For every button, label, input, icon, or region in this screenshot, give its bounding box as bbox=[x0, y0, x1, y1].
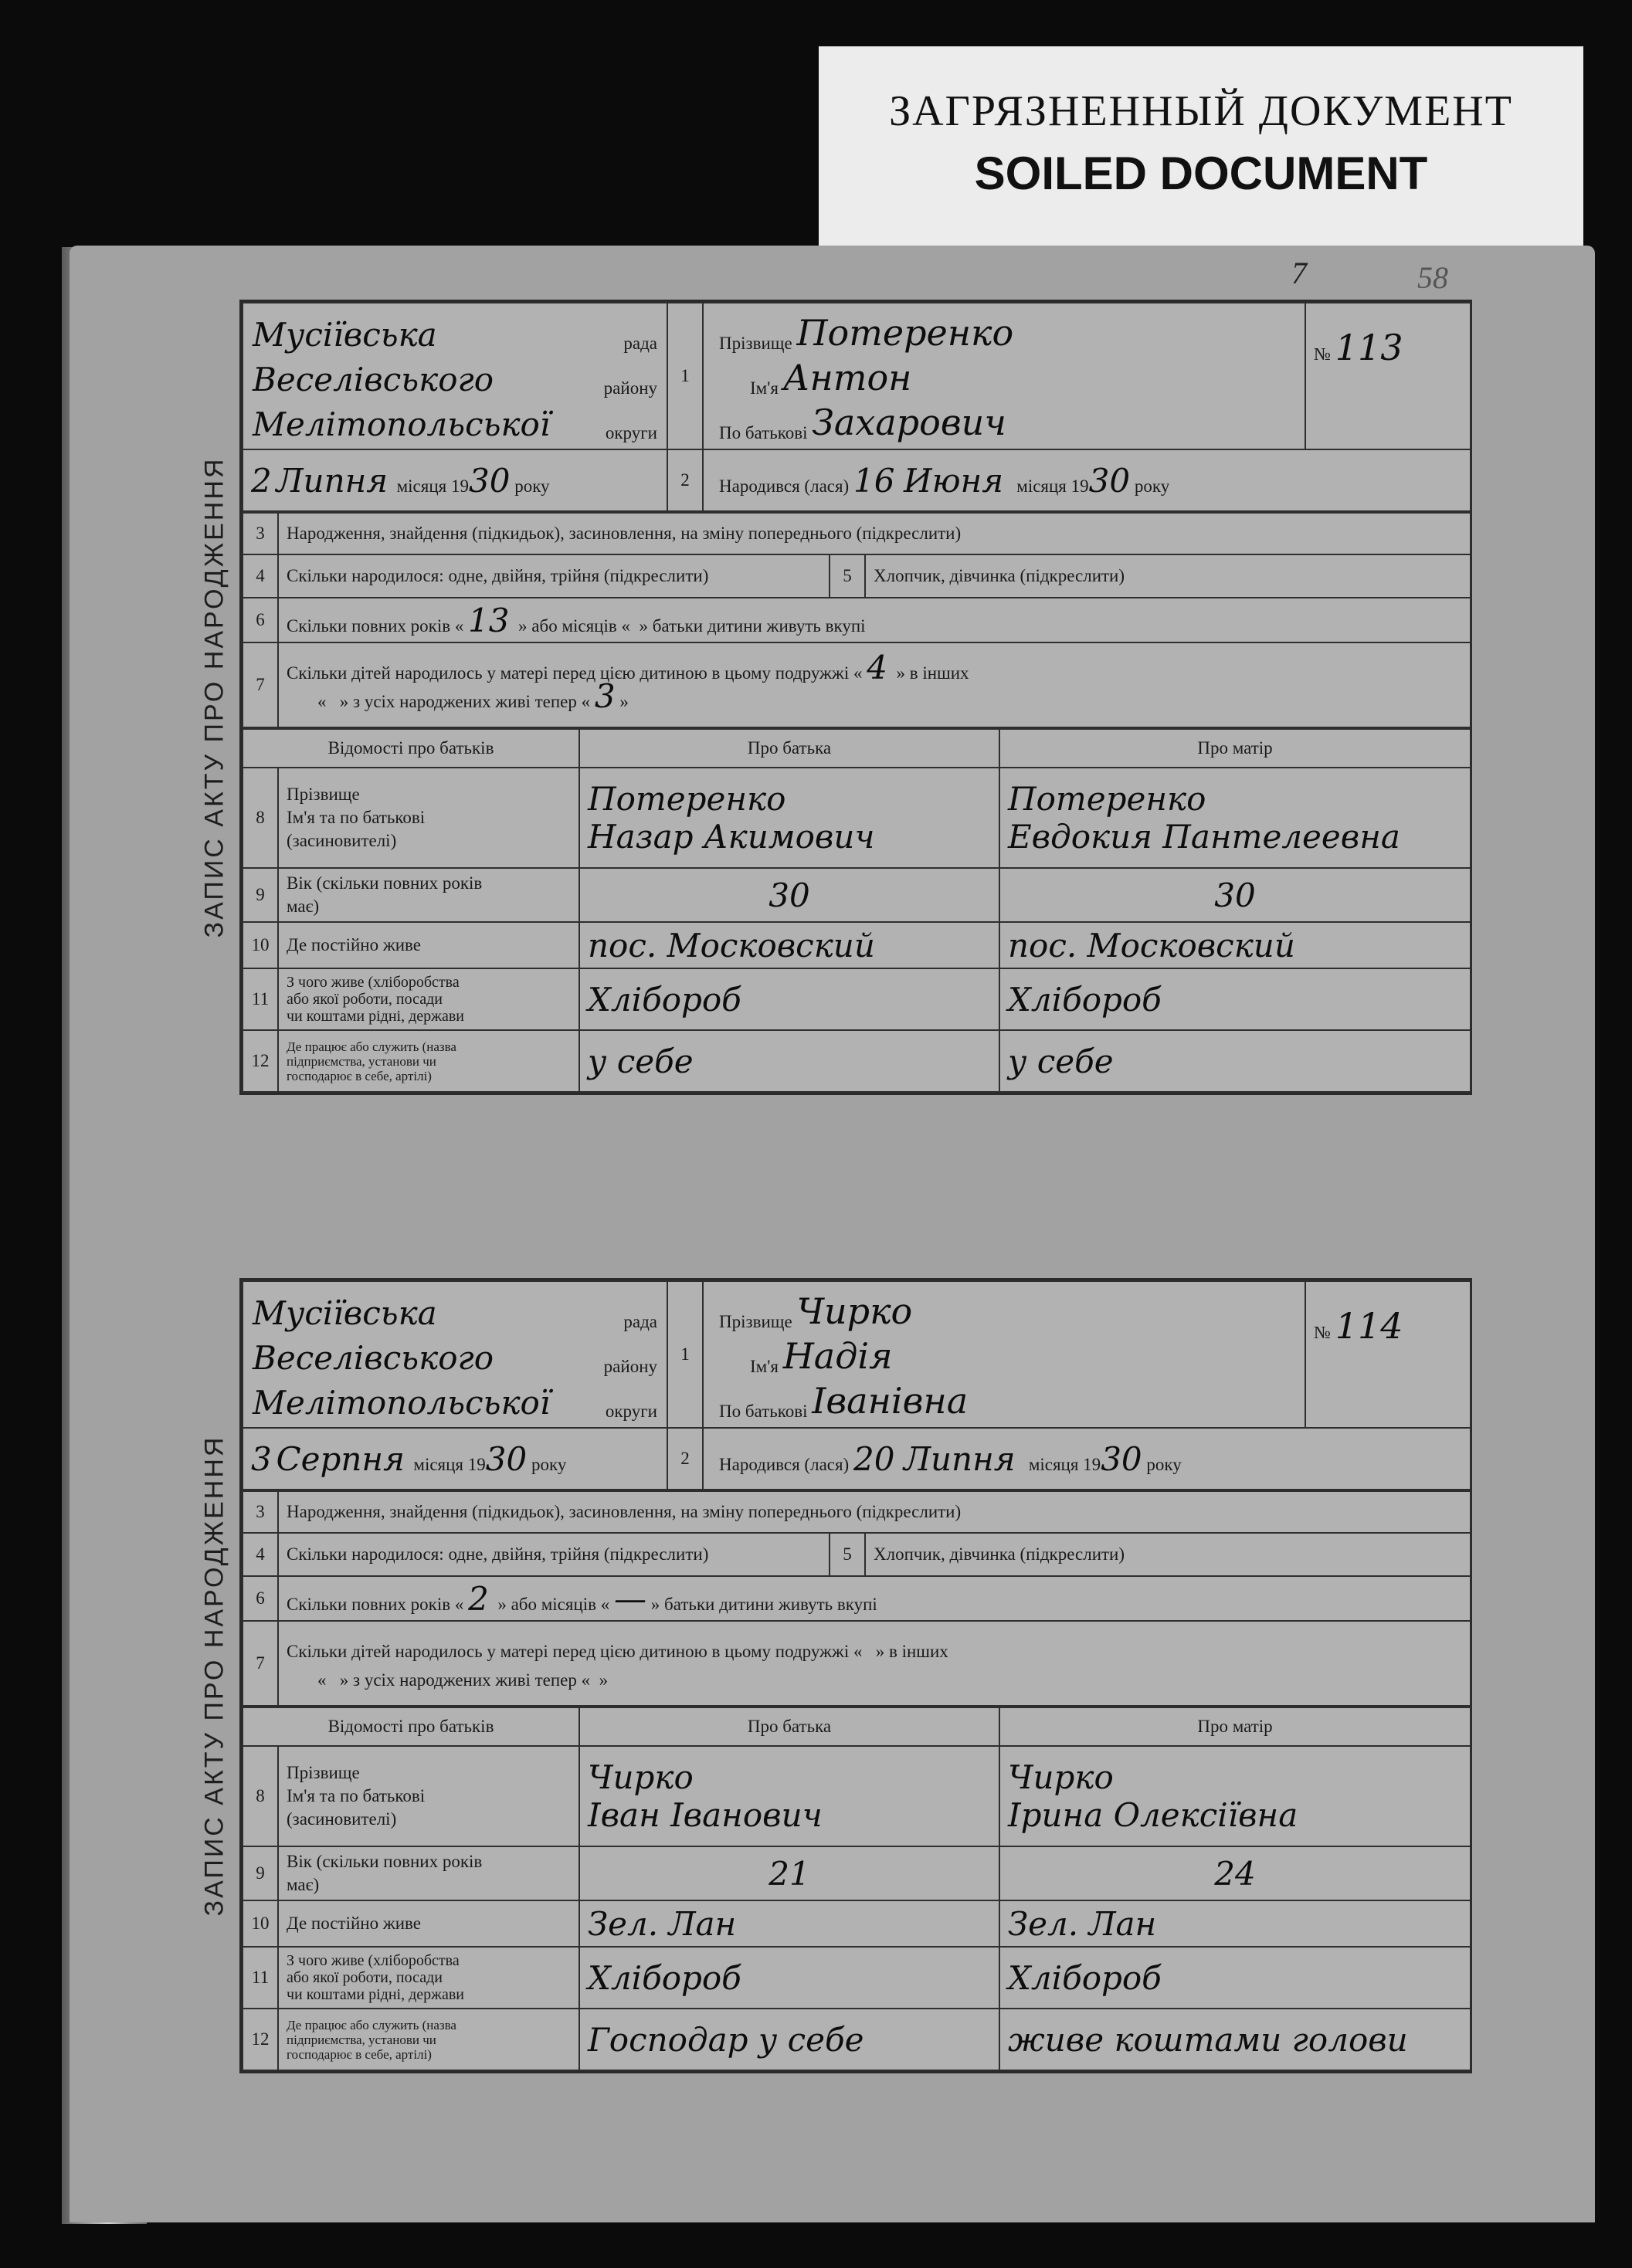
registry-location: Мусіївська рада Веселівського району Мелітопольської округи bbox=[243, 1281, 667, 1428]
row-number: 2 bbox=[667, 1428, 703, 1490]
row-number: 10 bbox=[243, 922, 278, 968]
row-number: 7 bbox=[243, 642, 278, 727]
birth-date: Народився (лася) 20 Липня місяця 1930 року bbox=[703, 1428, 1471, 1490]
row-number: 12 bbox=[243, 1030, 278, 1092]
page-mark-58: 58 bbox=[1417, 260, 1448, 295]
mother-age: 24 bbox=[999, 1846, 1471, 1900]
child-patronymic: Захарович bbox=[812, 402, 1006, 443]
parents-table: Відомості про батьків Про батька Про матір 8 Прізвище Ім'я та по батькові (засиновителі) Чирко Іван Іванович Чирко Ірина Олексіївна 9 Вік (скільки повних років має) 21 24 10 Де постійно живе Зел. Лан Зел. Лан 11 З чого живе (хліборобства або якої роботи, посади чи коштами рідні, держави Хлібороб Хлібороб 12 Де працює або служить (назва підприємства, установи чи господарює в себе, артілі) Господар у себе живе коштами голови bbox=[242, 1707, 1471, 2071]
child-surname: Потеренко bbox=[796, 312, 1014, 354]
father-work: у себе bbox=[579, 1030, 999, 1092]
child-surname: Чирко bbox=[796, 1290, 913, 1332]
row-8-label: Прізвище Ім'я та по батькові (засиновителі) bbox=[278, 1746, 579, 1846]
row-number: 4 bbox=[243, 1533, 278, 1576]
father-living: Хлібороб bbox=[579, 1947, 999, 2009]
child-patronymic: Іванівна bbox=[812, 1380, 969, 1422]
page-mark-7: 7 bbox=[1291, 256, 1307, 290]
soiled-document-label bbox=[819, 46, 1583, 255]
rada-value: Мусіївська bbox=[253, 316, 437, 354]
father-residence: Зел. Лан bbox=[579, 1900, 999, 1947]
father-fullname: Чирко Іван Іванович bbox=[579, 1746, 999, 1846]
father-work: Господар у себе bbox=[579, 2009, 999, 2070]
row-number: 3 bbox=[243, 513, 278, 554]
row-number: 11 bbox=[243, 1947, 278, 2009]
okruha-value: Мелітопольської bbox=[253, 405, 551, 443]
mother-living: Хлібороб bbox=[999, 968, 1471, 1030]
registration-date: 2 Липня місяця 1930 року bbox=[243, 449, 667, 511]
row-7-children: Скільки дітей народилось у матері перед цією дитиною в цьому подружжі « » в інших « » з усіх народжених живі тепер « » bbox=[278, 1621, 1471, 1706]
father-age: 30 bbox=[579, 868, 999, 922]
birth-date: Народився (лася) 16 Июня місяця 1930 року bbox=[703, 449, 1471, 511]
record-number: № 113 bbox=[1305, 303, 1471, 449]
raion-value: Веселівського bbox=[253, 361, 494, 398]
row-number: 1 bbox=[667, 1281, 703, 1428]
father-age: 21 bbox=[579, 1846, 999, 1900]
row-3-type: Народження, знайдення (підкидьок), засиновлення, на зміну попереднього (підкреслити) bbox=[278, 1491, 1471, 1533]
row-number: 6 bbox=[243, 1576, 278, 1621]
raion-value: Веселівського bbox=[253, 1339, 494, 1377]
mother-residence: пос. Московский bbox=[999, 922, 1471, 968]
child-name-block: Прізвище Чирко Ім'я Надія По батькові Іванівна bbox=[703, 1281, 1305, 1428]
birth-record-114 bbox=[199, 1278, 1472, 2073]
parents-table: Відомості про батьків Про батька Про матір 8 Прізвище Ім'я та по батькові (засиновителі) Потеренко Назар Акимович Потеренко Евдокия Пантелеевна 9 Вік (скільки повних років має) 30 30 10 Де постійно живе пос. Московский пос. Московский 11 З чого живе (хліборобства або якої роботи, посади чи коштами рідні, держави Хлібороб Хлібороб 12 Де працює або служить (назва підприємства, установи чи господарює в себе, артілі) у себе у себе bbox=[242, 728, 1471, 1093]
birth-record-113 bbox=[199, 300, 1472, 1095]
father-fullname: Потеренко Назар Акимович bbox=[579, 768, 999, 868]
side-title: ЗАПИС АКТУ ПРО НАРОДЖЕННЯ bbox=[199, 1435, 229, 1917]
row-number: 8 bbox=[243, 1746, 278, 1846]
mother-work: живе коштами голови bbox=[999, 2009, 1471, 2070]
record-number: № 114 bbox=[1305, 1281, 1471, 1428]
row-number: 11 bbox=[243, 968, 278, 1030]
child-name: Надія bbox=[782, 1335, 893, 1377]
row-number: 8 bbox=[243, 768, 278, 868]
father-residence: пос. Московский bbox=[579, 922, 999, 968]
row-number: 9 bbox=[243, 1846, 278, 1900]
child-name: Антон bbox=[782, 357, 912, 398]
record-details-table bbox=[242, 512, 1471, 728]
row-7-children: Скільки дітей народилось у матері перед цією дитиною в цьому подружжі « 4 » в інших « » з усіх народжених живі тепер « 3 » bbox=[278, 642, 1471, 727]
row-number: 5 bbox=[830, 554, 865, 598]
record-header-table bbox=[242, 302, 1471, 512]
mother-age: 30 bbox=[999, 868, 1471, 922]
row-6-years-together: Скільки повних років « 13 » або місяців « » батьки дитини живуть вкупі bbox=[278, 598, 1471, 642]
row-number: 4 bbox=[243, 554, 278, 598]
row-4-count: Скільки народилося: одне, двійня, трійня (підкреслити) bbox=[278, 554, 830, 598]
row-number: 5 bbox=[830, 1533, 865, 1576]
mother-fullname: Потеренко Евдокия Пантелеевна bbox=[999, 768, 1471, 868]
mother-residence: Зел. Лан bbox=[999, 1900, 1471, 1947]
row-4-count: Скільки народилося: одне, двійня, трійня (підкреслити) bbox=[278, 1533, 830, 1576]
record-header-table bbox=[242, 1280, 1471, 1490]
row-number: 1 bbox=[667, 303, 703, 449]
registry-location: Мусіївська рада Веселівського району Мелітопольської округи bbox=[243, 303, 667, 449]
father-living: Хлібороб bbox=[579, 968, 999, 1030]
row-number: 7 bbox=[243, 1621, 278, 1706]
row-number: 2 bbox=[667, 449, 703, 511]
row-5-sex: Хлопчик, дівчинка (підкреслити) bbox=[865, 1533, 1471, 1576]
mother-fullname: Чирко Ірина Олексіївна bbox=[999, 1746, 1471, 1846]
label-english: SOILED DOCUMENT bbox=[974, 147, 1428, 199]
registration-date: 3 Серпня місяця 1930 року bbox=[243, 1428, 667, 1490]
row-5-sex: Хлопчик, дівчинка (підкреслити) bbox=[865, 554, 1471, 598]
okruha-value: Мелітопольської bbox=[253, 1384, 551, 1422]
row-number: 10 bbox=[243, 1900, 278, 1947]
mother-work: у себе bbox=[999, 1030, 1471, 1092]
child-name-block: Прізвище Потеренко Ім'я Антон По батькові Захарович bbox=[703, 303, 1305, 449]
row-6-years-together: Скільки повних років « 2 » або місяців « — » батьки дитини живуть вкупі bbox=[278, 1576, 1471, 1621]
row-number: 6 bbox=[243, 598, 278, 642]
row-number: 9 bbox=[243, 868, 278, 922]
mother-living: Хлібороб bbox=[999, 1947, 1471, 2009]
row-number: 12 bbox=[243, 2009, 278, 2070]
record-details-table bbox=[242, 1490, 1471, 1707]
row-8-label: Прізвище Ім'я та по батькові (засиновителі) bbox=[278, 768, 579, 868]
row-number: 3 bbox=[243, 1491, 278, 1533]
side-title: ЗАПИС АКТУ ПРО НАРОДЖЕННЯ bbox=[199, 456, 229, 938]
rada-value: Мусіївська bbox=[253, 1294, 437, 1332]
row-3-type: Народження, знайдення (підкидьок), засиновлення, на зміну попереднього (підкреслити) bbox=[278, 513, 1471, 554]
label-russian: ЗАГРЯЗНЕННЫЙ ДОКУМЕНТ bbox=[889, 87, 1513, 135]
